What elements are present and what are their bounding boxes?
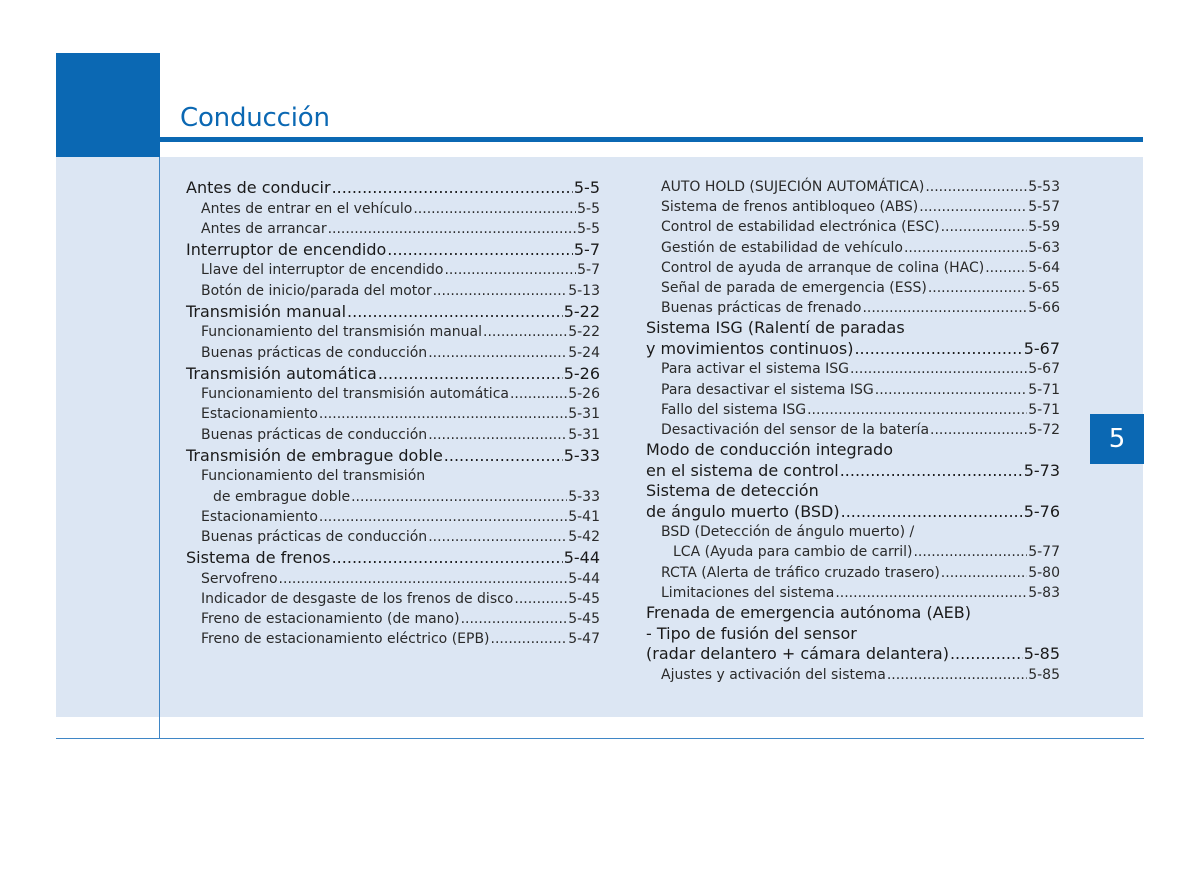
- toc-page-number: 5-76: [1023, 501, 1060, 521]
- toc-page-number: 5-72: [1028, 422, 1060, 439]
- dot-leader: [428, 527, 567, 547]
- toc-page-number: 5-7: [573, 239, 600, 259]
- toc-entry-label: Limitaciones del sistema: [661, 584, 835, 601]
- toc-subsection-entry[interactable]: [186, 589, 600, 609]
- toc-section-entry[interactable]: [646, 502, 1060, 523]
- dot-leader: [510, 384, 567, 404]
- toc-page-number: 5-33: [563, 445, 600, 465]
- toc-section-entry[interactable]: [186, 302, 600, 323]
- toc-page-number: 5-5: [577, 200, 600, 217]
- dot-leader: [854, 339, 1022, 360]
- toc-entry-label: Control de ayuda de arranque de colina (HAC): [661, 259, 985, 276]
- toc-entry-label: Sistema de frenos antibloqueo (ABS): [661, 199, 919, 216]
- toc-entry-label: Ajustes y activación del sistema: [661, 666, 886, 683]
- toc-subsection-entry[interactable]: [186, 322, 600, 342]
- toc-entry-label: Indicador de desgaste de los frenos de disco: [201, 590, 514, 607]
- chapter-tab[interactable]: 5: [1090, 414, 1144, 464]
- dot-leader: [941, 217, 1028, 237]
- dot-leader: [930, 420, 1027, 440]
- toc-page-number: 5-26: [563, 363, 600, 383]
- dot-leader: [444, 260, 576, 280]
- toc-section-entry[interactable]: [186, 548, 600, 569]
- toc-entry-label: Funcionamiento del transmisión manual: [201, 324, 483, 341]
- toc-page-number: 5-22: [563, 301, 600, 321]
- dot-leader: [428, 343, 567, 363]
- toc-page-number: 5-83: [1028, 584, 1060, 601]
- dot-leader: [387, 240, 573, 261]
- toc-entry-label: Buenas prácticas de conducción: [201, 426, 428, 443]
- toc-section-entry[interactable]: [646, 644, 1060, 665]
- toc-subsection-label[interactable]: Funcionamiento del transmisión: [201, 468, 426, 485]
- dot-leader: [319, 404, 567, 424]
- toc-page-number: 5-71: [1028, 401, 1060, 418]
- dot-leader: [332, 548, 563, 569]
- toc-entry-label: Señal de parada de emergencia (ESS): [661, 280, 927, 297]
- toc-subsection-entry[interactable]: [646, 359, 1060, 379]
- toc-page-number: 5-44: [563, 548, 600, 568]
- toc-page-number: 5-65: [1028, 280, 1060, 297]
- toc-entry-label: Botón de inicio/parada del motor: [201, 282, 432, 299]
- toc-page-number: 5-41: [568, 508, 600, 525]
- toc-entry-label: Freno de estacionamiento eléctrico (EPB): [201, 631, 490, 648]
- toc-entry-label: Para activar el sistema ISG: [661, 361, 849, 378]
- toc-entry-label: AUTO HOLD (SUJECIÓN AUTOMÁTICA): [661, 179, 925, 195]
- toc-entry-label: Buenas prácticas de conducción: [201, 528, 428, 545]
- dot-leader: [319, 507, 567, 527]
- side-panel: [56, 157, 160, 717]
- dot-leader: [985, 258, 1027, 278]
- toc-page-number: 5-59: [1028, 219, 1060, 236]
- toc-subsection-entry[interactable]: [646, 563, 1060, 583]
- toc-subsection-entry[interactable]: [646, 380, 1060, 400]
- toc-entry-label: Gestión de estabilidad de vehículo: [661, 239, 903, 256]
- toc-subsection-entry[interactable]: [646, 278, 1060, 298]
- toc-page-number: 5-42: [568, 528, 600, 545]
- toc-page-number: 5-85: [1023, 644, 1060, 664]
- toc-subsection-entry[interactable]: [646, 197, 1060, 217]
- toc-page-number: 5-73: [1023, 460, 1060, 480]
- toc-entry-label: Llave del interruptor de encendido: [201, 262, 444, 279]
- dot-leader: [328, 219, 577, 239]
- dot-leader: [514, 589, 567, 609]
- toc-subsection-entry[interactable]: [646, 238, 1060, 258]
- toc-entry-label: RCTA (Alerta de tráfico cruzado trasero): [661, 564, 940, 581]
- dot-leader: [862, 298, 1027, 318]
- toc-page-number: 5-57: [1028, 199, 1060, 216]
- toc-right-column: [646, 177, 1060, 685]
- toc-section-entry[interactable]: [186, 364, 600, 385]
- dot-leader: [807, 400, 1027, 420]
- dot-leader: [279, 569, 568, 589]
- dot-leader: [850, 359, 1027, 379]
- toc-entry-label: Transmisión manual: [186, 301, 347, 321]
- toc-page-number: 5-33: [568, 488, 600, 505]
- dot-leader: [840, 461, 1023, 482]
- toc-subsection-entry[interactable]: [186, 487, 600, 507]
- toc-section-heading[interactable]: Sistema de detección: [646, 481, 819, 501]
- toc-page-number: 5-53: [1028, 179, 1060, 195]
- toc-subsection-entry[interactable]: [646, 217, 1060, 237]
- toc-entry-label: Interruptor de encendido: [186, 239, 387, 259]
- title-underline: [160, 137, 1143, 142]
- toc-page-number: 5-85: [1028, 666, 1060, 683]
- toc-subsection-entry[interactable]: [646, 298, 1060, 318]
- toc-section-heading[interactable]: Sistema ISG (Ralentí de paradas: [646, 318, 905, 338]
- toc-subsection-entry[interactable]: [646, 258, 1060, 278]
- toc-entry-label: Transmisión de embrague doble: [186, 445, 443, 465]
- toc-entry-label: y movimientos continuos): [646, 338, 854, 358]
- dot-leader: [433, 281, 568, 301]
- toc-subsection-entry[interactable]: [646, 665, 1060, 685]
- dot-leader: [928, 278, 1027, 298]
- dot-leader: [413, 199, 576, 219]
- left-divider: [159, 157, 160, 739]
- dot-leader: [378, 364, 563, 385]
- toc-section-heading[interactable]: Modo de conducción integrado: [646, 440, 893, 460]
- toc-entry-label: Desactivación del sensor de la batería: [661, 422, 930, 439]
- toc-subsection-entry[interactable]: [186, 569, 600, 589]
- toc-entry-label: (radar delantero + cámara delantera): [646, 644, 949, 664]
- toc-entry-label: Servofreno: [201, 570, 278, 587]
- toc-section-heading[interactable]: - Tipo de fusión del sensor: [646, 623, 857, 643]
- toc-entry-label: Para desactivar el sistema ISG: [661, 381, 874, 398]
- toc-subsection-entry[interactable]: [646, 583, 1060, 603]
- toc-subsection-entry[interactable]: [186, 527, 600, 547]
- dot-leader: [904, 238, 1027, 258]
- toc-subsection-label[interactable]: BSD (Detección de ángulo muerto) /: [661, 524, 915, 541]
- toc-page-number: 5-31: [568, 406, 600, 423]
- dot-leader: [461, 609, 568, 629]
- toc-subsection-entry[interactable]: [186, 629, 600, 649]
- dot-leader: [835, 583, 1027, 603]
- toc-page-number: 5-24: [568, 344, 600, 361]
- toc-page-number: 5-67: [1028, 361, 1060, 378]
- toc-entry-label: Transmisión automática: [186, 363, 377, 383]
- toc-entry-label: Fallo del sistema ISG: [661, 401, 807, 418]
- toc-subsection-entry[interactable]: [186, 199, 600, 219]
- dot-leader: [347, 302, 563, 323]
- toc-subsection-entry[interactable]: [646, 542, 1060, 562]
- toc-entry-label: LCA (Ayuda para cambio de carril): [673, 544, 913, 561]
- toc-entry-label: Antes de conducir: [186, 178, 331, 197]
- toc-subsection-entry[interactable]: [186, 343, 600, 363]
- toc-entry-label: Funcionamiento del transmisión automática: [201, 386, 509, 403]
- page-title: Conducción: [180, 103, 330, 133]
- toc-entry-label: de ángulo muerto (BSD): [646, 501, 840, 521]
- toc-section-heading[interactable]: Frenada de emergencia autónoma (AEB): [646, 603, 971, 623]
- toc-page-number: 5-5: [573, 178, 600, 197]
- toc-page-number: 5-80: [1028, 564, 1060, 581]
- dot-leader: [351, 487, 567, 507]
- bottom-divider: [56, 738, 1144, 739]
- toc-subsection-entry[interactable]: [186, 609, 600, 629]
- toc-page-number: 5-22: [568, 324, 600, 341]
- toc-page-number: 5-71: [1028, 381, 1060, 398]
- dot-leader: [913, 542, 1027, 562]
- toc-entry-label: Estacionamiento: [201, 508, 318, 525]
- dot-leader: [332, 178, 573, 199]
- dot-leader: [875, 380, 1027, 400]
- toc-section-entry[interactable]: [186, 178, 600, 199]
- toc-page-number: 5-31: [568, 426, 600, 443]
- dot-leader: [941, 563, 1027, 583]
- toc-subsection-entry[interactable]: [186, 219, 600, 239]
- toc-section-entry[interactable]: [646, 461, 1060, 482]
- toc-page-number: 5-13: [568, 282, 600, 299]
- toc-page-number: 5-26: [568, 386, 600, 403]
- toc-entry-label: Antes de entrar en el vehículo: [201, 200, 413, 217]
- toc-entry-label: Buenas prácticas de conducción: [201, 344, 428, 361]
- toc-section-entry[interactable]: [646, 339, 1060, 360]
- toc-page-number: 5-45: [568, 590, 600, 607]
- dot-leader: [428, 425, 567, 445]
- toc-subsection-entry[interactable]: [186, 281, 600, 301]
- toc-entry-label: de embrague doble: [213, 488, 351, 505]
- dot-leader: [925, 177, 1027, 197]
- dot-leader: [887, 665, 1027, 685]
- dot-leader: [444, 446, 563, 467]
- dot-leader: [841, 502, 1023, 523]
- dot-leader: [491, 629, 568, 649]
- toc-page-number: 5-66: [1028, 300, 1060, 317]
- toc-subsection-entry[interactable]: [186, 507, 600, 527]
- toc-page-number: 5-7: [577, 262, 600, 279]
- toc-section-entry[interactable]: [186, 446, 600, 467]
- toc-entry-label: Estacionamiento: [201, 406, 318, 423]
- toc-subsection-entry[interactable]: [646, 177, 1060, 197]
- toc-page-number: 5-77: [1028, 544, 1060, 561]
- dot-leader: [950, 644, 1023, 665]
- chapter-corner-block: [56, 53, 160, 157]
- toc-entry-label: Freno de estacionamiento (de mano): [201, 611, 460, 628]
- toc-entry-label: Control de estabilidad electrónica (ESC): [661, 219, 940, 236]
- toc-entry-label: Antes de arrancar: [201, 220, 327, 237]
- toc-subsection-entry[interactable]: [646, 420, 1060, 440]
- toc-page-number: 5-63: [1028, 239, 1060, 256]
- toc-entry-label: Sistema de frenos: [186, 548, 331, 568]
- toc-subsection-entry[interactable]: [646, 400, 1060, 420]
- toc-page-number: 5-44: [568, 570, 600, 587]
- toc-subsection-entry[interactable]: [186, 425, 600, 445]
- toc-entry-label: Buenas prácticas de frenado: [661, 300, 862, 317]
- toc-page-number: 5-45: [568, 611, 600, 628]
- dot-leader: [919, 197, 1027, 217]
- toc-page-number: 5-47: [568, 631, 600, 648]
- toc-left-column: [186, 177, 600, 649]
- toc-page-number: 5-67: [1023, 338, 1060, 358]
- toc-section-entry[interactable]: [186, 240, 600, 261]
- toc-subsection-entry[interactable]: [186, 384, 600, 404]
- toc-subsection-entry[interactable]: [186, 260, 600, 280]
- toc-page-number: 5-5: [577, 220, 600, 237]
- toc-subsection-entry[interactable]: [186, 404, 600, 424]
- toc-entry-label: en el sistema de control: [646, 460, 839, 480]
- toc-page-number: 5-64: [1028, 259, 1060, 276]
- dot-leader: [483, 322, 567, 342]
